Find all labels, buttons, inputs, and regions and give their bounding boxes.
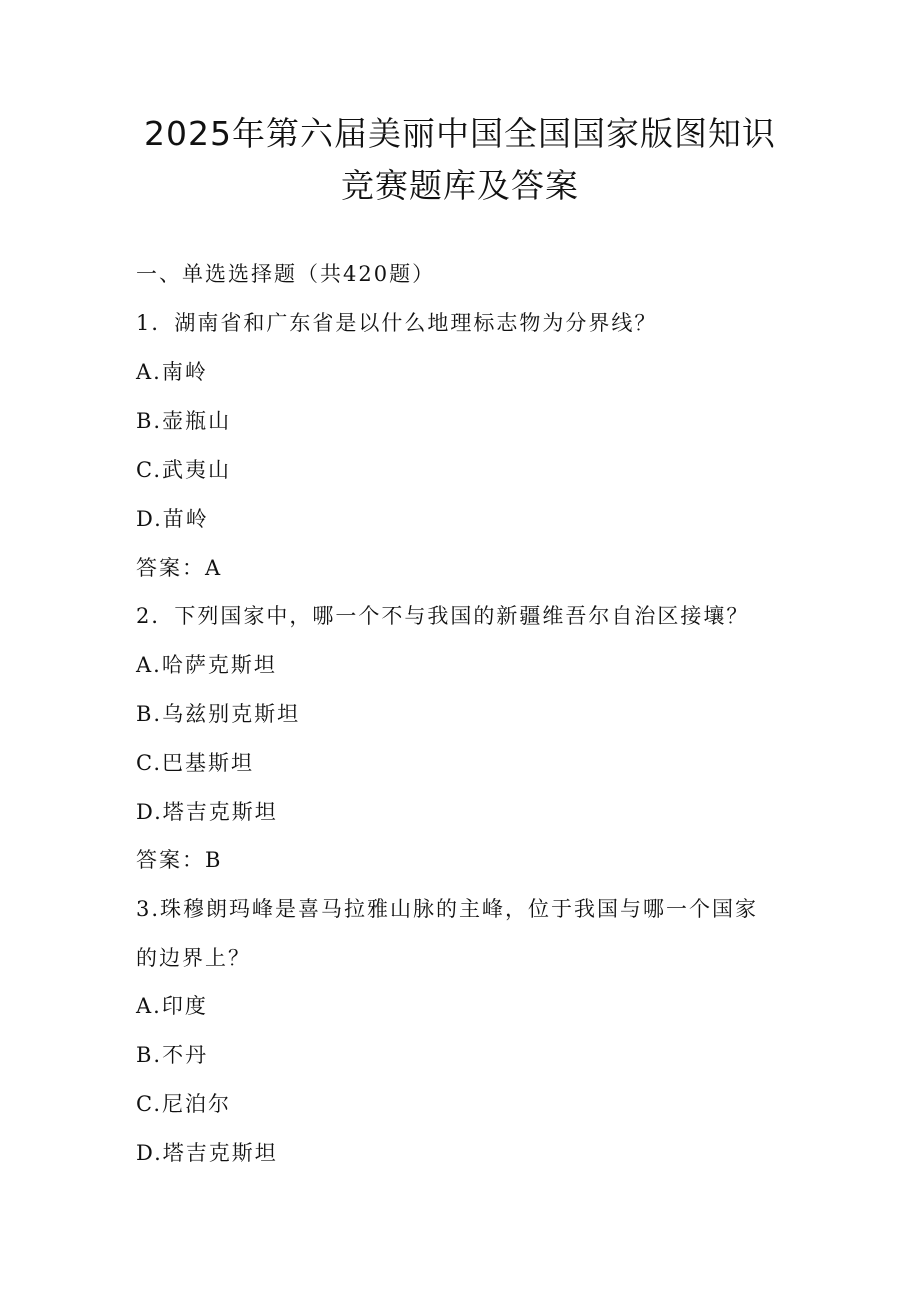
document-title-line-1: 2025年第六届美丽中国全国国家版图知识 bbox=[144, 114, 776, 153]
question-1-answer: 答案：A bbox=[136, 556, 223, 580]
question-1-stem: 1．湖南省和广东省是以什么地理标志物为分界线？ bbox=[136, 311, 658, 335]
question-2-option-a: A.哈萨克斯坦 bbox=[136, 653, 277, 677]
question-3-stem-line-1: 3.珠穆朗玛峰是喜马拉雅山脉的主峰，位于我国与哪一个国家 bbox=[136, 897, 759, 921]
question-3-stem-line-2: 的边界上？ bbox=[136, 946, 251, 970]
question-1-option-d: D.苗岭 bbox=[136, 507, 209, 531]
section-heading: 一、单选选择题（共420题） bbox=[136, 262, 436, 286]
question-3-option-a: A.印度 bbox=[136, 994, 208, 1018]
question-2-option-c: C.巴基斯坦 bbox=[136, 751, 254, 775]
question-2-answer: 答案：B bbox=[136, 848, 223, 872]
question-3-option-c: C.尼泊尔 bbox=[136, 1092, 231, 1116]
question-3-option-d: D.塔吉克斯坦 bbox=[136, 1141, 278, 1165]
question-1-option-c: C.武夷山 bbox=[136, 458, 231, 482]
question-2-option-d: D.塔吉克斯坦 bbox=[136, 800, 278, 824]
question-1-option-a: A.南岭 bbox=[136, 360, 208, 384]
question-2-option-b: B.乌兹别克斯坦 bbox=[136, 702, 301, 726]
document-title-line-2: 竞赛题库及答案 bbox=[341, 166, 579, 205]
question-1-option-b: B.壶瓶山 bbox=[136, 409, 232, 433]
question-2-stem: 2．下列国家中，哪一个不与我国的新疆维吾尔自治区接壤？ bbox=[136, 604, 750, 628]
question-3-option-b: B.不丹 bbox=[136, 1043, 209, 1067]
